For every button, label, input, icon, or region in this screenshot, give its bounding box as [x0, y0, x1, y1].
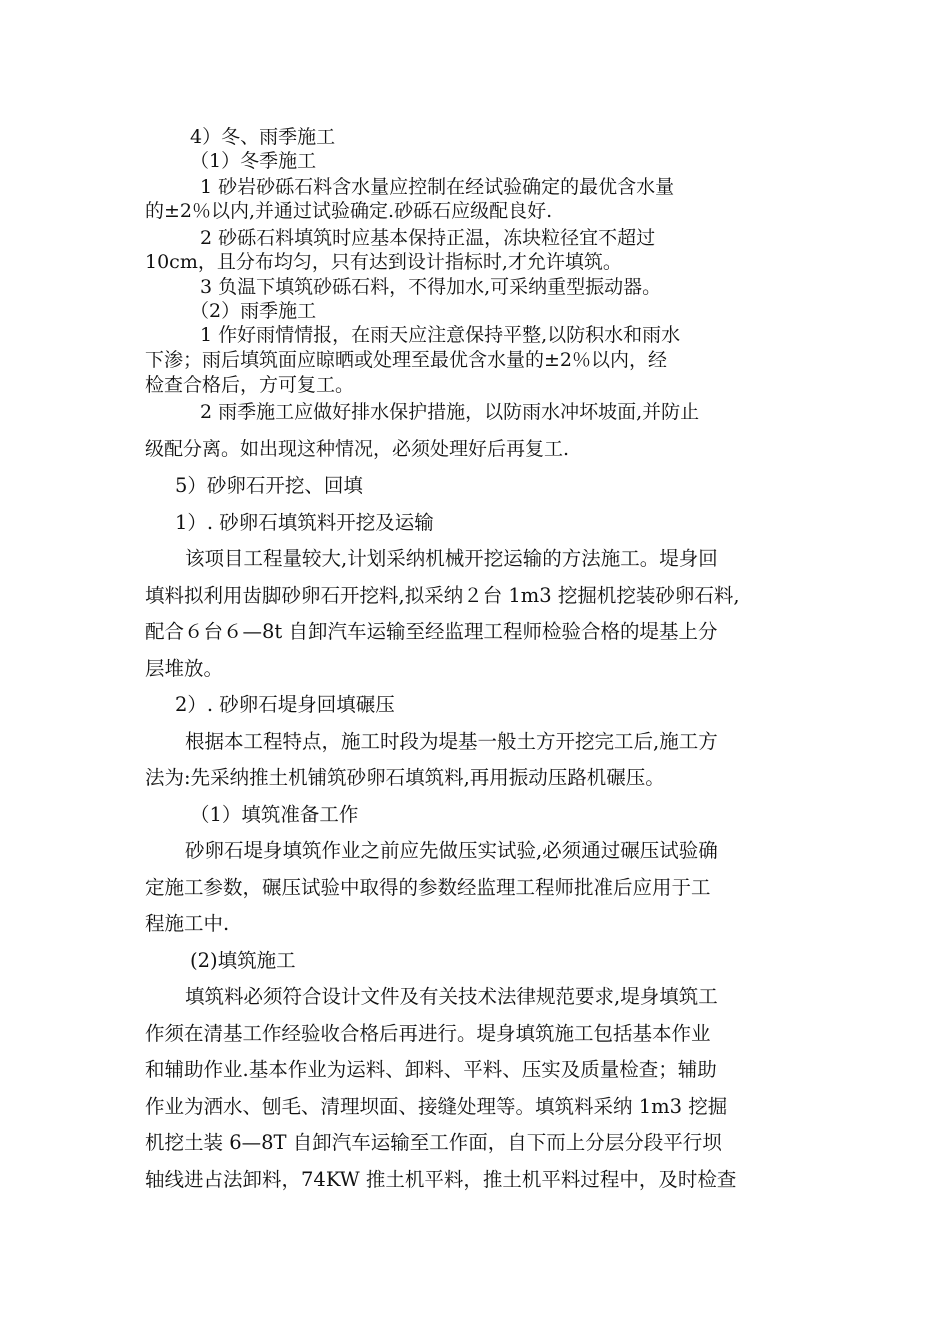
rain-title: （2）雨季施工: [190, 300, 317, 322]
prep-para-line-1: 砂卵石堤身填筑作业之前应先做压实试验,必须通过碾压试验确: [185, 839, 718, 862]
rain-item-1-line-3: 检查合格后，方可复工。: [145, 374, 355, 396]
sub1-para-line-4: 层堆放。: [145, 657, 224, 680]
fill-para-line-2: 作须在清基工作经验收合格后再进行。堤身填筑施工包括基本作业: [145, 1022, 711, 1045]
rain-item-2-line-1: 2 雨季施工应做好排水保护措施，以防雨水冲坏坡面,并防止: [200, 401, 700, 423]
rain-item-1-line-1: 1 作好雨情情报，在雨天应注意保持平整,以防积水和雨水: [200, 324, 681, 346]
sub1-title: 1）. 砂卵石填筑料开挖及运输: [175, 511, 434, 534]
sub2-para-line-2: 法为:先采纳推土机铺筑砂卵石填筑料,再用振动压路机碾压。: [145, 766, 665, 789]
winter-item-1-line-2: 的±2％以内,并通过试验确定.砂砾石应级配良好.: [145, 200, 553, 222]
fill-para-line-1: 填筑料必须符合设计文件及有关技术法律规范要求,堤身填筑工: [185, 985, 718, 1008]
prep-para-line-3: 程施工中.: [145, 912, 230, 935]
winter-item-2-line-2: 10cm，且分布均匀，只有达到设计指标时,才允许填筑。: [145, 251, 622, 273]
winter-item-3-line-1: 3 负温下填筑砂砾石料，不得加水,可采纳重型振动器。: [200, 276, 662, 298]
sub2-title: 2）. 砂卵石堤身回填碾压: [175, 693, 395, 716]
fill-para-line-4: 作业为洒水、刨毛、清理坝面、接缝处理等。填筑料采纳 1m3 挖掘: [145, 1095, 728, 1118]
sub2-para-line-1: 根据本工程特点，施工时段为堤基一般土方开挖完工后,施工方: [185, 730, 718, 753]
prep-title: （1）填筑准备工作: [190, 803, 359, 826]
section-heading-excavation: 5）砂卵石开挖、回填: [175, 474, 363, 497]
fill-title: (2)填筑施工: [190, 949, 296, 972]
section-heading-winter-rain: 4）冬、雨季施工: [190, 126, 336, 148]
rain-item-2-line-2: 级配分离。如出现这种情况，必须处理好后再复工.: [145, 438, 570, 460]
sub1-para-line-1: 该项目工程量较大,计划采纳机械开挖运输的方法施工。堤身回: [185, 547, 718, 570]
winter-item-2-line-1: 2 砂砾石料填筑时应基本保持正温，冻块粒径宜不超过: [200, 227, 656, 249]
sub1-para-line-3: 配合６台６—8t 自卸汽车运输至经监理工程师检验合格的堤基上分: [145, 620, 718, 643]
fill-para-line-3: 和辅助作业.基本作业为运料、卸料、平料、压实及质量检查；辅助: [145, 1058, 717, 1081]
winter-title: （1）冬季施工: [190, 150, 317, 172]
winter-item-1-line-1: 1 砂岩砂砾石料含水量应控制在经试验确定的最优含水量: [200, 176, 675, 198]
prep-para-line-2: 定施工参数，碾压试验中取得的参数经监理工程师批准后应用于工: [145, 876, 711, 899]
rain-item-1-line-2: 下渗；雨后填筑面应晾晒或处理至最优含水量的±2％以内，经: [145, 349, 668, 371]
fill-para-line-5: 机挖土装 6—8T 自卸汽车运输至工作面，自下而上分层分段平行坝: [145, 1131, 722, 1154]
sub1-para-line-2: 填料拟利用齿脚砂卵石开挖料,拟采纳２台 1m3 挖掘机挖装砂卵石料,: [145, 584, 740, 607]
fill-para-line-6: 轴线进占法卸料，74KW 推土机平料，推土机平料过程中，及时检查: [145, 1168, 737, 1191]
